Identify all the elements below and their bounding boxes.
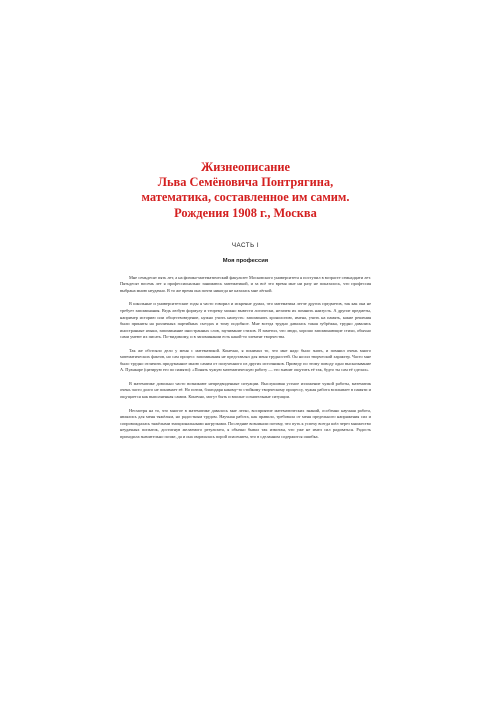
title-line-2: Льва Семёновича Понтрягина, (157, 175, 334, 190)
paragraph-3: Так же обстояло дело у меня с математикой. Конечно, я понимал то, что мне надо было знать, и помнил очень много математических фактов, но сам процесс запоминания не представлял для меня трудностей. Он носил творческий характер. Часто мне было трудно отличить придуманное мною самим от полученного из других источников. Приведу по этому поводу одно высказывание А. Пуанкаре (цитирую его по памяти): «Понять чужую математическую работу — это значит ощутить её так, будто ты сам её сделал». (120, 347, 371, 373)
paragraph-2: В школьные и университетские годы я часто говорил и искренне думал, что математика легче других предметов, так как она не требует запоминания. Ведь любую формулу и теорему можно вывести логически, незачем их помнить наизусть. А другие предметы, например историю или обществоведение, нужно учить наизусть: запоминать хронологию, имена, учить на память, какие решения были приняты на различных партийных съездах и тому подобное. Мне всегда трудно давалась такая зубрёжка, трудно давались иностранные языки, запоминание иностранных слов, заучивание стихов. Я заметил, что люди, хорошо запоминающие стихи, обычно сами умеют их писать. По-видимому, и в запоминании есть какой-то элемент творчества. (120, 301, 371, 340)
document-title (120, 160, 371, 221)
paragraph-5: Несмотря на то, что многое в математике давалось мне легко, восприятие математических знаний, особенно научная работа, являлись для меня тяжёлым, но радостным трудом. Научная работа, как правило, требовала от меня предельного напряжения сил и сопровождалась тяжёлыми эмоциональными нагрузками. Последние возникали потому, что путь к успеху всегда шёл через множество неудачных попыток, достигнув желаемого результата, я обычно бывал так измотан, что уже не имел сил радоваться. Радость приходила значительно позже, да и она омрачалась порой опасением, что в сделанном содержится ошибка. (120, 407, 371, 439)
chapter-heading: Моя профессия (222, 257, 269, 264)
title-line-1: Жизнеописание (200, 160, 291, 174)
document-page (120, 160, 371, 440)
title-line-3: математика, составленное им самим. (141, 190, 350, 205)
paragraph-4: В математике довольно часто возникают непредвиденные ситуации. Выслушивая устное изложение чужой работы, математик очень часто долго не понимает её. Но потом, благодаря какому-то стойкому творческому процессу, чужая работа всплывает в памяти и ощущается как выполненная самим. Конечно, могут быть и вполне сознательные ситуации. (120, 380, 371, 400)
paragraph-1: Мне семьдесят пять лет, а на физико-математический факультет Московского университета я поступил в возрасте семнадцати лет. Пятьдесят восемь лет я профессионально занимаюсь математикой, и за всё это время мне ни разу не показалось, что профессия выбрана мною неудачно. В то же время она почти никогда не казалась мне лёгкой. (120, 274, 371, 293)
part-heading: ЧАСТЬ I (231, 241, 260, 249)
title-line-4: Рождения 1908 г., Москва (174, 205, 317, 220)
